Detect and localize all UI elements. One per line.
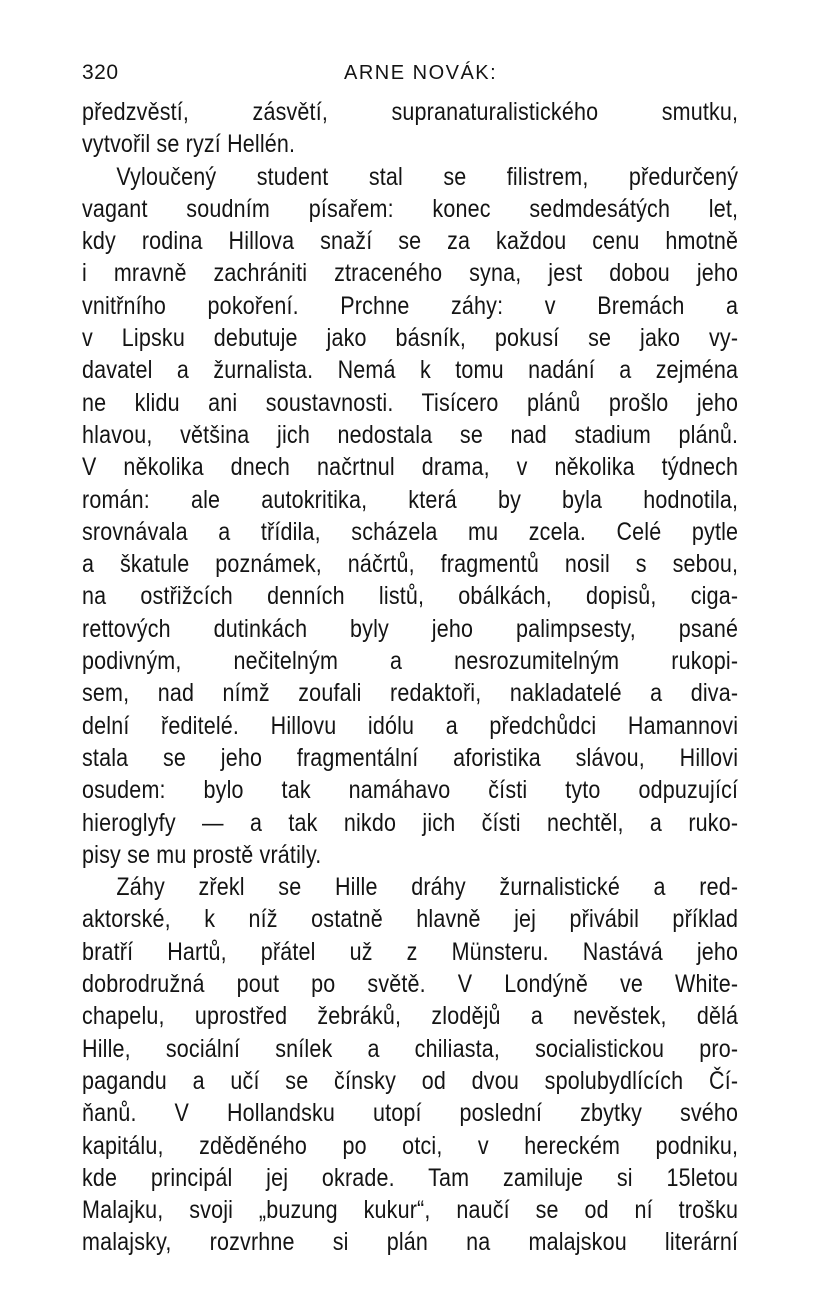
text-line: aktorské, k níž ostatně hlavně jej přivábil příklad xyxy=(82,905,739,934)
text-line: hlavou, většina jich nedostala se nad stadium plánů. xyxy=(82,420,739,449)
text-line: a škatule poznámek, náčrtů, fragmentů nosil s sebou, xyxy=(82,550,739,579)
text-line: pagandu a učí se čínsky od dvou spolubydlících Čí- xyxy=(82,1066,739,1095)
text-line: vytvořil se ryzí Hellén. xyxy=(82,130,296,159)
text-line: kde principál jej okrade. Tam zamiluje si 15letou xyxy=(82,1163,739,1192)
text-line: podivným, nečitelným a nesrozumitelným rukopi- xyxy=(82,647,739,676)
text-line: sem, nad nímž zoufali redaktoři, nakladatelé a diva- xyxy=(82,679,739,708)
text-line: Vyloučený student stal se filistrem, předurčený xyxy=(116,162,739,191)
text-line: pisy se mu prostě vrátily. xyxy=(82,840,322,869)
text-line: kdy rodina Hillova snaží se za každou cenu hmotně xyxy=(82,227,739,256)
text-line: Hille, sociální snílek a chiliasta, socialistickou pro- xyxy=(82,1034,739,1063)
text-line: Záhy zřekl se Hille dráhy žurnalistické a red- xyxy=(116,873,739,902)
text-line: vagant soudním písařem: konec sedmdesátých let, xyxy=(82,194,739,223)
text-line: předzvěstí, zásvětí, supranaturalistického smutku, xyxy=(82,98,739,126)
text-line: hieroglyfy — a tak nikdo jich čísti nechtěl, a ruko- xyxy=(82,808,739,837)
page-number: 320 xyxy=(82,61,119,84)
text-line: Malajku, svoji „buzung kukur“, naučí se od ní trošku xyxy=(82,1196,739,1225)
text-line: vnitřního pokoření. Prchne záhy: v Bremách a xyxy=(82,291,739,320)
text-line: delní ředitelé. Hillovu idólu a předchůdci Hamannovi xyxy=(82,711,739,740)
text-line: ňanů. V Hollandsku utopí poslední zbytky svého xyxy=(82,1099,739,1128)
text-line: ne klidu ani soustavnosti. Tisícero plánů prošlo jeho xyxy=(82,388,739,417)
running-head: ARNE NOVÁK: xyxy=(344,62,498,84)
body-text xyxy=(82,96,738,1259)
text-line: bratří Hartů, přátel už z Münsteru. Nastává jeho xyxy=(82,937,739,966)
text-line: stala se jeho fragmentální aforistika slávou, Hillovi xyxy=(82,743,739,772)
text-line: osudem: bylo tak namáhavo čísti tyto odpuzující xyxy=(82,776,739,805)
text-line: chapelu, uprostřed žebráků, zlodějů a nevěstek, dělá xyxy=(82,1002,739,1031)
text-line: kapitálu, zděděného po otci, v hereckém podniku, xyxy=(82,1131,739,1160)
text-line: srovnávala a třídila, scházela mu zcela. Celé pytle xyxy=(82,517,739,546)
text-line: V několika dnech načrtnul drama, v několika týdnech xyxy=(82,453,739,482)
text-line: rettových dutinkách byly jeho palimpsesty, psané xyxy=(82,614,739,643)
text-line: na ostřižcích denních listů, obálkách, dopisů, ciga- xyxy=(82,582,739,611)
text-line: román: ale autokritika, která by byla hodnotila, xyxy=(82,485,739,514)
text-line: malajsky, rozvrhne si plán na malajskou literární xyxy=(82,1228,739,1257)
text-line: davatel a žurnalista. Nemá k tomu nadání a zejména xyxy=(82,356,739,385)
text-line: dobrodružná pout po světě. V Londýně ve White- xyxy=(82,970,739,999)
page-header xyxy=(82,58,734,88)
text-line: i mravně zachrániti ztraceného syna, jest dobou jeho xyxy=(82,259,739,288)
text-line: v Lipsku debutuje jako básník, pokusí se jako vy- xyxy=(82,324,739,353)
